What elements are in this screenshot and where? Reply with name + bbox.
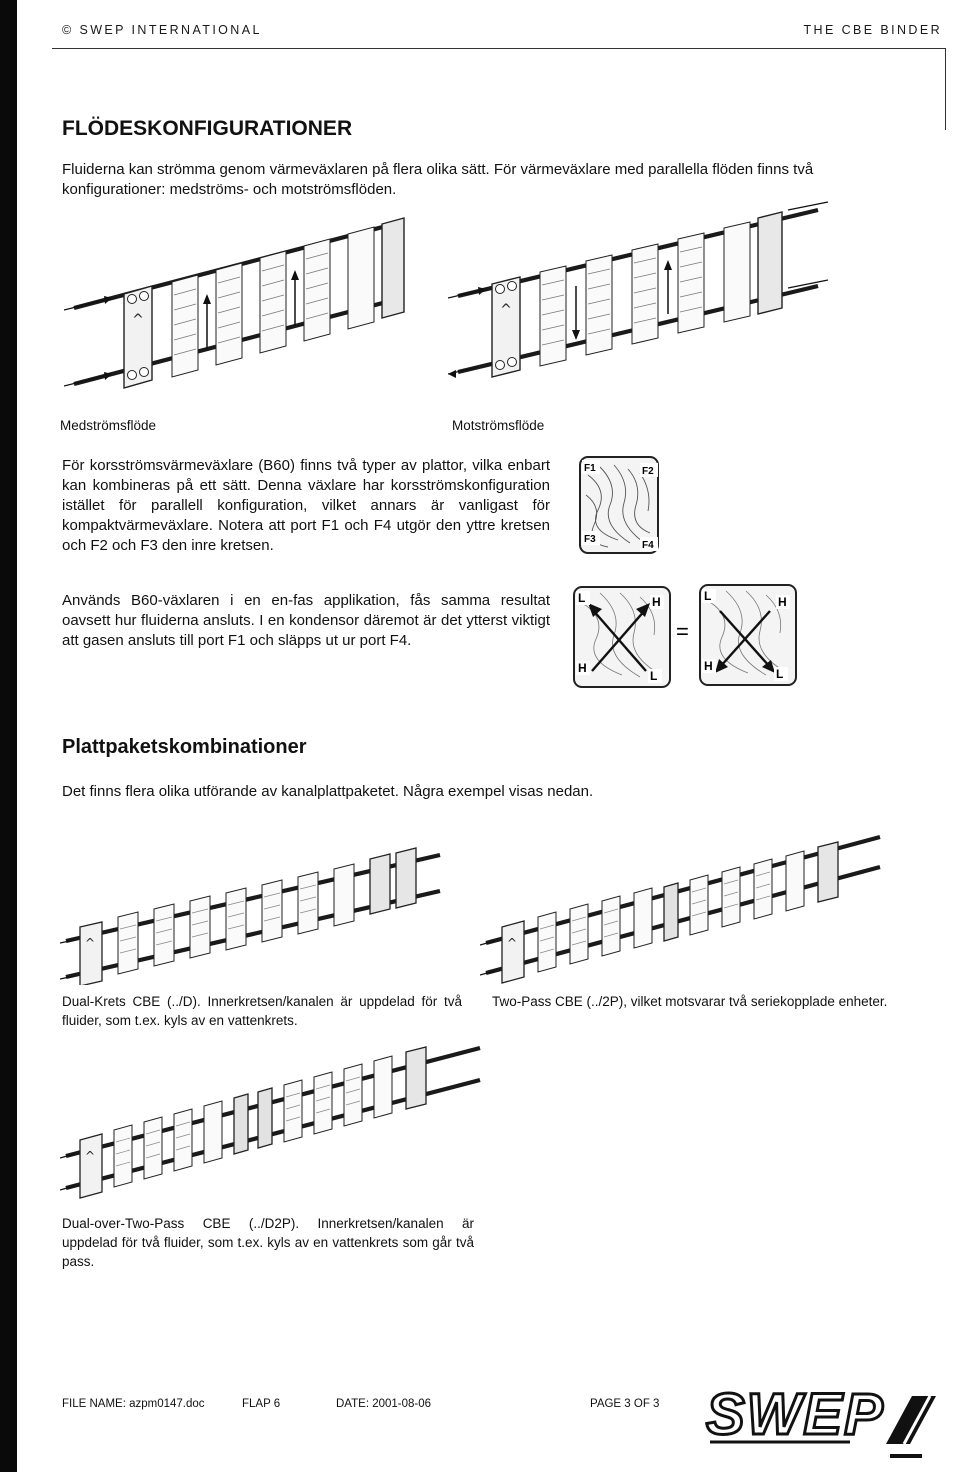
footer-page: PAGE 3 OF 3 xyxy=(590,1398,660,1410)
equals-sign: = xyxy=(676,619,689,644)
plate-mark: ^ xyxy=(500,302,512,318)
footer-flap: FLAP 6 xyxy=(242,1398,281,1410)
caption-dual-over-two-pass: Dual-over-Two-Pass CBE (../D2P). Innerkretsen/kanalen är uppdelad för två fluider, som t.ex. kyls av en vattenkrets som går två pass. xyxy=(62,1216,474,1269)
swep-logo-text: SWEP xyxy=(706,1382,885,1447)
section-title-plate-pack-combinations: Plattpaketskombinationer xyxy=(62,736,307,758)
lh-crossflow-diagram xyxy=(570,583,800,693)
lh-label: H xyxy=(652,595,661,609)
lh-label: L xyxy=(578,591,586,605)
plate-mark: ^ xyxy=(506,936,518,950)
lh-label: H xyxy=(704,659,713,673)
single-phase-paragraph: Används B60-växlaren i en en-fas applikation, fås samma resultat oavsett hur fluiderna ansluts. I en kondensor däremot är det ytterst viktigt att gasen ansluts till port F1 och släpps ut ur port F4. xyxy=(62,592,550,649)
port-label-f3: F3 xyxy=(584,534,596,545)
plate-pack-intro: Det finns flera olika utförande av kanalplattpaketet. Några exempel visas nedan. xyxy=(62,783,594,800)
b60-plate-ports-diagram xyxy=(578,455,660,555)
intro-paragraph: Fluiderna kan strömma genom värmeväxlaren på flera olika sätt. För värmeväxlare med parallella flöden finns två konfigurationer: medströms- och motströmsflöden. xyxy=(62,161,814,198)
swep-logo xyxy=(700,1372,950,1460)
cocurrent-exchanger-illustration xyxy=(64,200,444,400)
header-rule xyxy=(52,48,946,49)
crossflow-paragraph: För korsströmsvärmeväxlare (B60) finns två typer av plattor, vilka enbart kan kombineras på ett sätt. Denna växlare har korsströmskonfiguration istället för parallell konfiguration, vilket annars är vanligast för kompaktvärmeväxlare. Notera att port F1 och F4 utgör den yttre kretsen och F2 och F3 den inre kretsen. xyxy=(62,457,550,554)
plate-mark: ^ xyxy=(84,936,96,950)
footer-date: DATE: 2001-08-06 xyxy=(336,1398,432,1410)
lh-label: L xyxy=(776,667,784,681)
footer-file-name: FILE NAME: azpm0147.doc xyxy=(62,1398,205,1410)
dual-circuit-cbe-illustration xyxy=(60,845,460,985)
port-label-f4: F4 xyxy=(642,540,654,551)
binder-spine xyxy=(0,0,17,1472)
dual-over-two-pass-cbe-illustration xyxy=(60,1040,500,1200)
lh-label: L xyxy=(650,669,658,683)
two-pass-cbe-illustration xyxy=(480,825,900,985)
page-edge-line xyxy=(945,48,946,130)
lh-label: L xyxy=(704,589,712,603)
caption-cocurrent: Medströmsflöde xyxy=(60,418,157,433)
countercurrent-exchanger-illustration xyxy=(448,200,838,400)
section-title-flow-configurations: FLÖDESKONFIGURATIONER xyxy=(62,117,353,140)
header-copyright: © SWEP INTERNATIONAL xyxy=(62,23,262,37)
caption-two-pass: Two-Pass CBE (../2P), vilket motsvarar två seriekopplade enheter. xyxy=(492,994,888,1009)
caption-dual-circuit: Dual-Krets CBE (../D). Innerkretsen/kanalen är uppdelad för två fluider, som t.ex. kyls av en vattenkrets. xyxy=(62,994,462,1028)
header-binder-title: THE CBE BINDER xyxy=(803,23,942,37)
lh-label: H xyxy=(778,595,787,609)
plate-mark: ^ xyxy=(84,1149,96,1163)
caption-countercurrent: Motströmsflöde xyxy=(452,418,545,433)
port-label-f1: F1 xyxy=(584,463,596,474)
lh-label: H xyxy=(578,661,587,675)
plate-mark: ^ xyxy=(132,312,144,328)
port-label-f2: F2 xyxy=(642,466,654,477)
